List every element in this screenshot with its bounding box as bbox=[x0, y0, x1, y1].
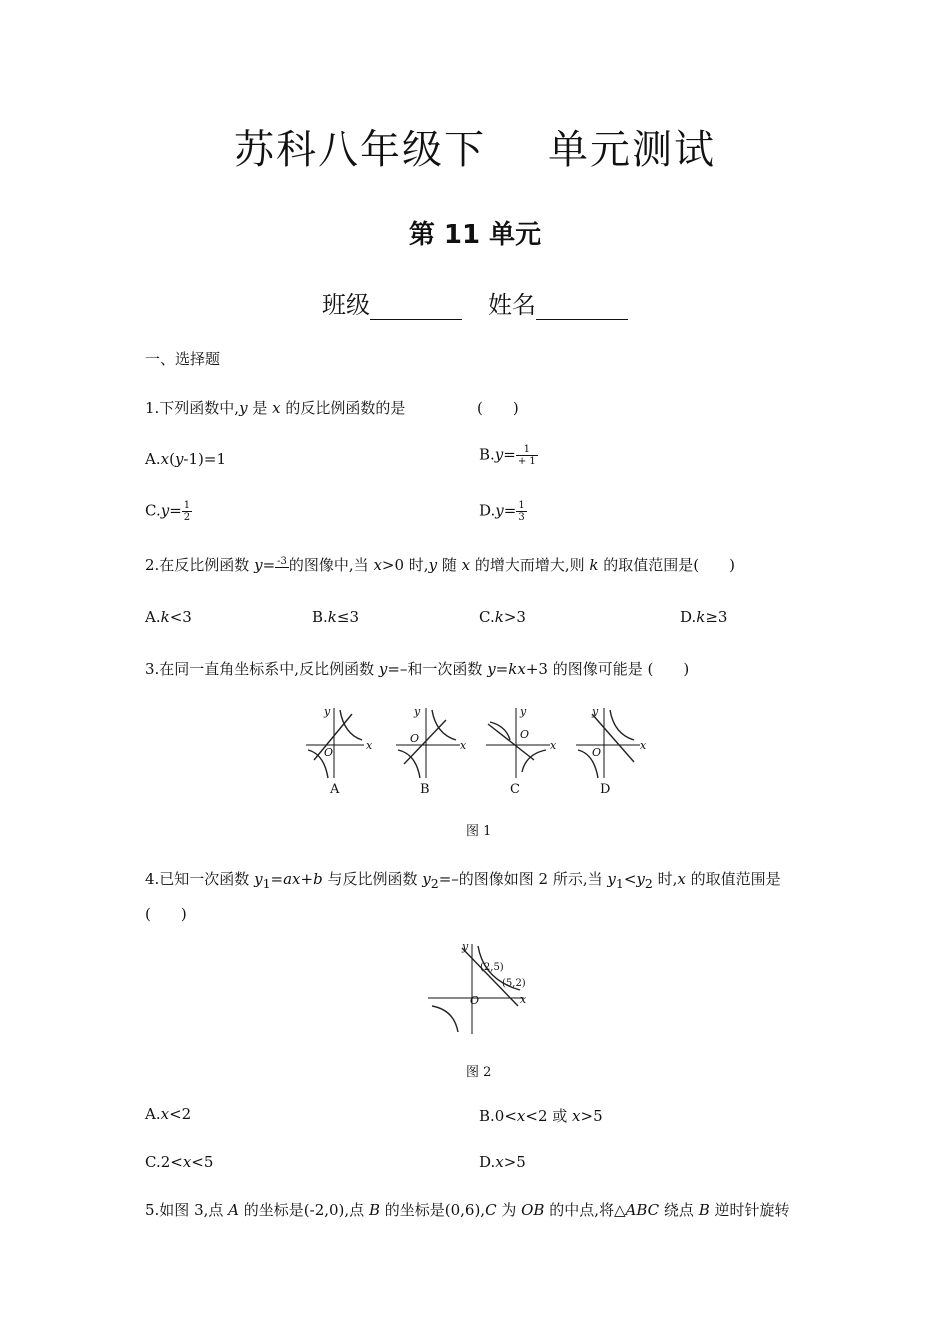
fraction: $\frac{1}{+ 1}$ bbox=[517, 444, 536, 467]
q4-option-b[interactable]: B.0<x<2 或 x>5 bbox=[479, 1107, 603, 1125]
title-part1: 苏科八年级下 bbox=[234, 127, 486, 173]
graph-label-b: B bbox=[420, 782, 430, 797]
axis-y-label: y bbox=[414, 705, 421, 718]
q4-option-a[interactable]: A.x<2 bbox=[145, 1105, 192, 1123]
graph-a bbox=[306, 705, 373, 797]
axis-x-label: x bbox=[460, 739, 467, 752]
figure-2-graph bbox=[420, 940, 535, 1040]
fraction: $\frac{1}{3}$ bbox=[518, 500, 525, 523]
axis-x-label: x bbox=[550, 739, 557, 752]
q1-option-b[interactable]: B.y= $\frac{1}{+ 1}$ bbox=[479, 444, 536, 467]
graph-label-c: C bbox=[510, 782, 520, 797]
origin-label: O bbox=[592, 746, 602, 759]
graph-d bbox=[576, 705, 647, 797]
question-1-answer-paren: ( ) bbox=[477, 399, 519, 417]
axis-y-label: y bbox=[520, 705, 527, 718]
class-name-line bbox=[0, 285, 950, 320]
question-5-stem: 5.如图 3,点 A 的坐标是(-2,0),点 B 的坐标是(0,6),C 为 OB 的中点,将△ABC 绕点 B 逆时针旋转 bbox=[145, 1201, 790, 1219]
title-part2: 单元测试 bbox=[548, 127, 716, 173]
question-2-stem: 2.在反比例函数 y= -3 的图像中,当 x>0 时,y 随 x 的增大而增大,则 k 的取值范围是( ) bbox=[145, 556, 735, 574]
unit-subtitle: 第 11 单元 bbox=[408, 220, 542, 250]
axis-x-label: x bbox=[640, 739, 647, 752]
q4-option-d[interactable]: D.x>5 bbox=[479, 1153, 526, 1171]
fraction: $\frac{1}{2}$ bbox=[183, 500, 191, 523]
point-label-5-2: (5,2) bbox=[502, 978, 526, 989]
class-label: 班级 bbox=[322, 291, 370, 319]
graph-label-a: A bbox=[330, 782, 340, 797]
q1-option-c[interactable]: C.y= $\frac{1}{2}$ bbox=[145, 500, 191, 523]
axis-x-label: x bbox=[366, 739, 373, 752]
question-1-stem: 1.下列函数中,y 是 x 的反比例函数的是 bbox=[145, 399, 406, 417]
origin-label: O bbox=[470, 994, 480, 1007]
graph-label-d: D bbox=[600, 782, 611, 797]
axis-y-label: y bbox=[592, 705, 599, 718]
section-heading: 一、选择题 bbox=[145, 350, 221, 368]
figure-2-caption: 图 2 bbox=[466, 1065, 492, 1080]
graph-b bbox=[396, 705, 467, 797]
figure-1-caption: 图 1 bbox=[466, 824, 492, 839]
axis-y-label: y bbox=[462, 940, 469, 953]
axis-y-label: y bbox=[324, 705, 331, 718]
graph-c bbox=[486, 705, 557, 797]
q2-option-d[interactable]: D.k≥3 bbox=[680, 608, 728, 626]
q1-option-d[interactable]: D.y= $\frac{1}{3}$ bbox=[479, 500, 525, 523]
point-label-2-5: (2,5) bbox=[480, 962, 504, 973]
q2-option-c[interactable]: C.k>3 bbox=[479, 608, 526, 626]
axis-x-label: x bbox=[520, 993, 527, 1006]
q1-option-a[interactable]: A.x(y-1)=1 bbox=[145, 450, 226, 468]
q2-option-a[interactable]: A.k<3 bbox=[145, 608, 192, 626]
name-blank[interactable] bbox=[536, 293, 628, 320]
figure-1-graphs bbox=[300, 700, 650, 800]
name-label: 姓名 bbox=[488, 291, 536, 319]
origin-label: O bbox=[410, 732, 420, 745]
question-3-stem: 3.在同一直角坐标系中,反比例函数 y=–和一次函数 y=kx+3 的图像可能是 ( ) bbox=[145, 660, 690, 678]
fraction: -3 bbox=[277, 556, 287, 567]
question-4-answer-paren: ( ) bbox=[145, 905, 187, 923]
figure-2 bbox=[420, 940, 535, 1040]
class-blank[interactable] bbox=[370, 293, 462, 320]
origin-label: O bbox=[520, 728, 530, 741]
q2-option-b[interactable]: B.k≤3 bbox=[312, 608, 360, 626]
figure-1 bbox=[300, 700, 650, 800]
q4-option-c[interactable]: C.2<x<5 bbox=[145, 1153, 214, 1171]
question-4-stem: 4.已知一次函数 $y_1=ax+b$ 与反比例函数 $y_2=-$的图像如图 2 所示,当 $y_1<y_2$ 时,x 的取值范围是 bbox=[145, 870, 781, 891]
page-title bbox=[0, 118, 950, 175]
origin-label: O bbox=[324, 746, 334, 759]
